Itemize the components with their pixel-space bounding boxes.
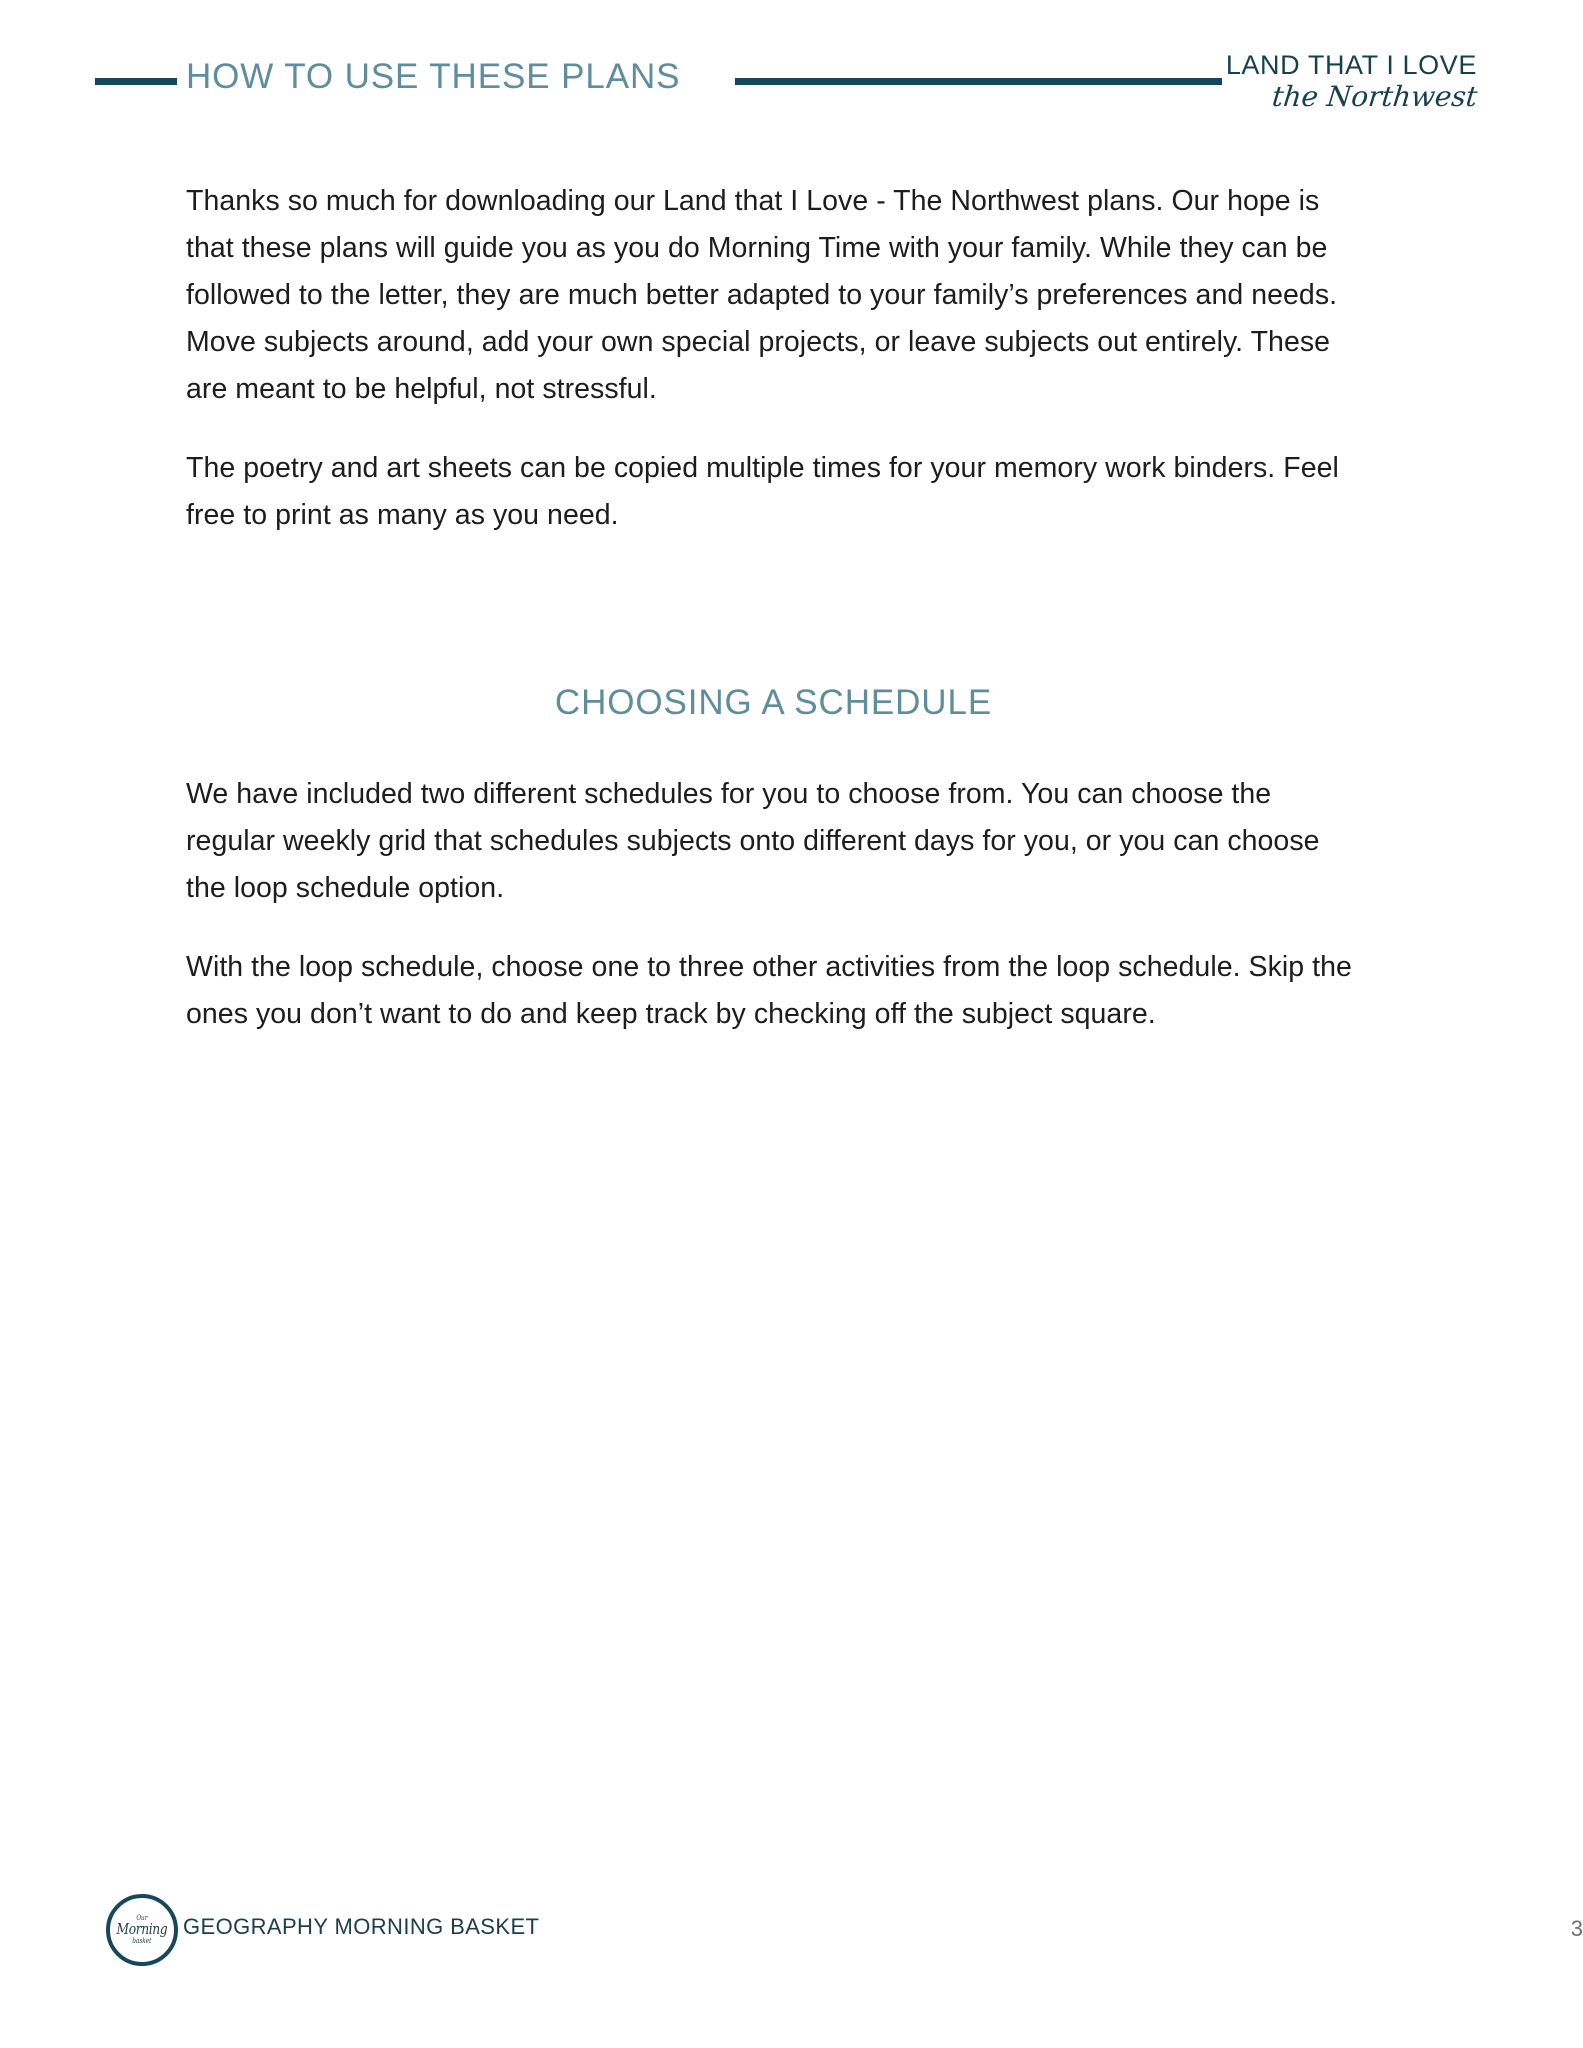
brand-lockup: [1226, 52, 1477, 111]
intro-paragraph: Thanks so much for downloading our Land that I Love - The Northwest plans. Our hope is that these plans will guide you as you do Morning Time with your family. While they can be followed to the letter, they are much better adapted to your family’s preferences and needs. Move subjects around, add your own special projects, or leave subjects out entirely. These are meant to be helpful, not stressful.: [186, 185, 1338, 405]
logo-text-bottom: basket: [132, 1936, 152, 1945]
loop-schedule-paragraph: With the loop schedule, choose one to three other activities from the loop schedule. Skip the ones you don’t want to do and keep track by checking off the subject square.: [186, 951, 1352, 1030]
section-heading-choosing-a-schedule: CHOOSING A SCHEDULE: [554, 683, 993, 722]
section-spacer: [186, 571, 1361, 683]
header-rule-right: [735, 78, 1222, 85]
header-rule-left: [95, 78, 177, 85]
page-header: [0, 44, 1583, 136]
logo-text-top: Our: [136, 1913, 148, 1922]
brand-primary-text: LAND THAT I LOVE: [1225, 50, 1477, 80]
document-content: [186, 178, 1361, 1038]
brand-script-text: the Northwest: [1270, 80, 1479, 113]
footer-title: GEOGRAPHY MORNING BASKET: [183, 1914, 540, 1939]
schedules-paragraph: We have included two different schedules for you to choose from. You can choose the regular weekly grid that schedules subjects onto different days for you, or you can choose the loop schedule option.: [186, 778, 1320, 904]
printing-paragraph: The poetry and art sheets can be copied multiple times for your memory work binders. Feel free to print as many as you need.: [186, 452, 1339, 531]
page-number: 3: [1570, 1916, 1583, 1941]
page-footer: [0, 1886, 1583, 1976]
page-title: HOW TO USE THESE PLANS: [186, 57, 681, 96]
logo-text-middle: Morning: [116, 1920, 168, 1939]
